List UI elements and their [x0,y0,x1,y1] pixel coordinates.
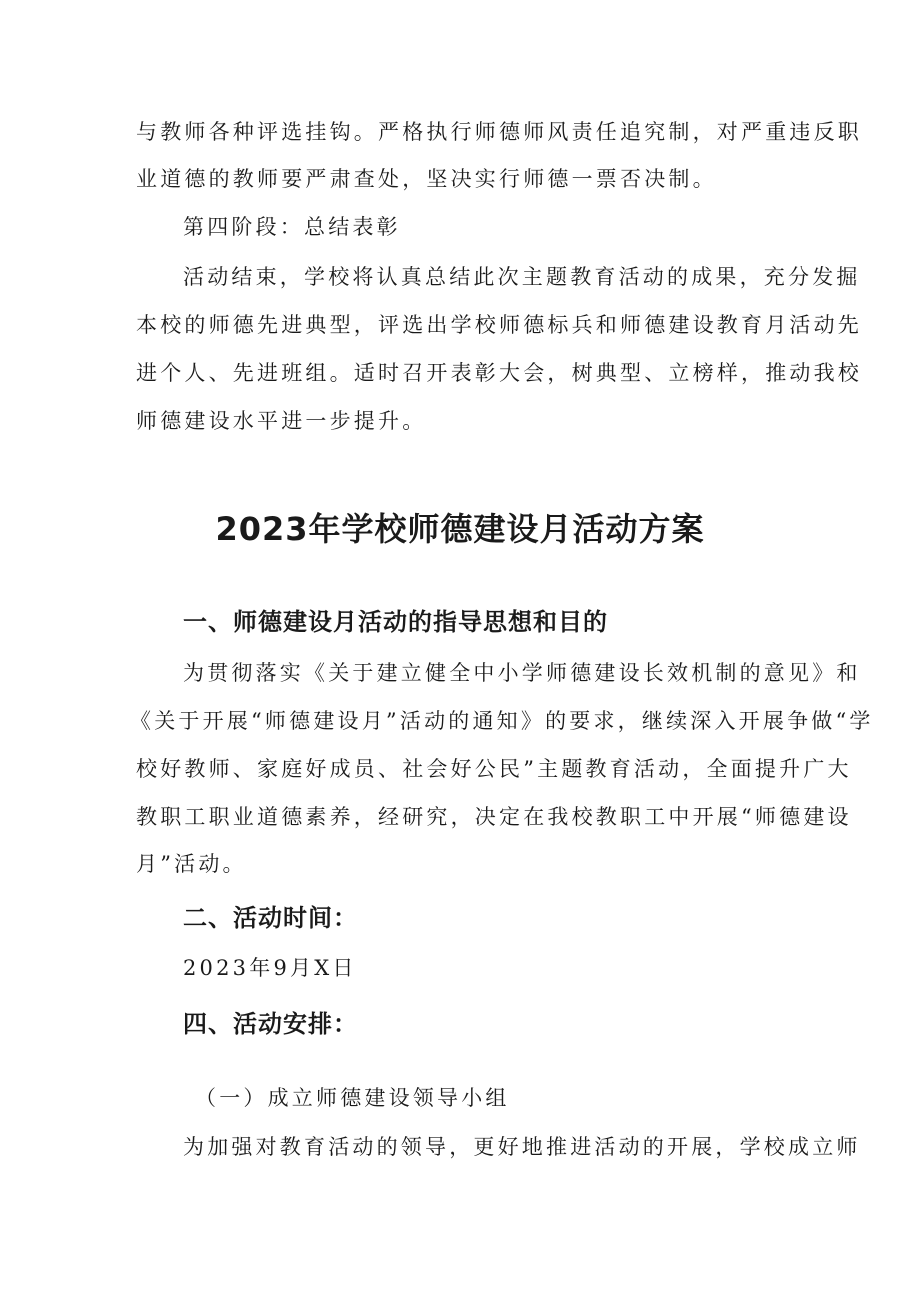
body-line: 业道德的教师要严肃查处，坚决实行师德一票否决制。 [136,167,717,191]
body-line: 本校的师德先进典型，评选出学校师德标兵和师德建设教育月活动先 [136,313,862,337]
body-line: 月”活动。 [136,852,247,876]
section-heading: 二、活动时间： [183,904,358,932]
activity-date: 2023年9月X日 [183,956,357,980]
body-line: 进个人、先进班组。适时召开表彰大会，树典型、立榜样，推动我校 [136,361,862,385]
body-line: 《关于开展“师德建设月”活动的通知》的要求，继续深入开展争做“学 [130,709,874,733]
body-line: 与教师各种评选挂钩。严格执行师德师风责任追究制，对严重违反职 [136,120,862,144]
document-title: 2023年学校师德建设月活动方案 [215,510,705,548]
body-line: 校好教师、家庭好成员、社会好公民”主题教育活动，全面提升广大 [136,757,852,781]
body-line: 为加强对教育活动的领导，更好地推进活动的开展，学校成立师 [183,1135,861,1159]
section-heading: 一、师德建设月活动的指导思想和目的 [183,608,608,636]
stage-heading: 第四阶段：总结表彰 [183,215,401,239]
body-line: 教职工职业道德素养，经研究，决定在我校教职工中开展“师德建设 [136,805,852,829]
subsection-heading: （一）成立师德建设领导小组 [195,1086,510,1110]
body-line: 为贯彻落实《关于建立健全中小学师德建设长效机制的意见》和 [183,661,861,685]
body-line: 师德建设水平进一步提升。 [136,409,427,433]
body-line: 活动结束，学校将认真总结此次主题教育活动的成果，充分发掘 [183,265,861,289]
section-heading: 四、活动安排： [183,1010,358,1038]
